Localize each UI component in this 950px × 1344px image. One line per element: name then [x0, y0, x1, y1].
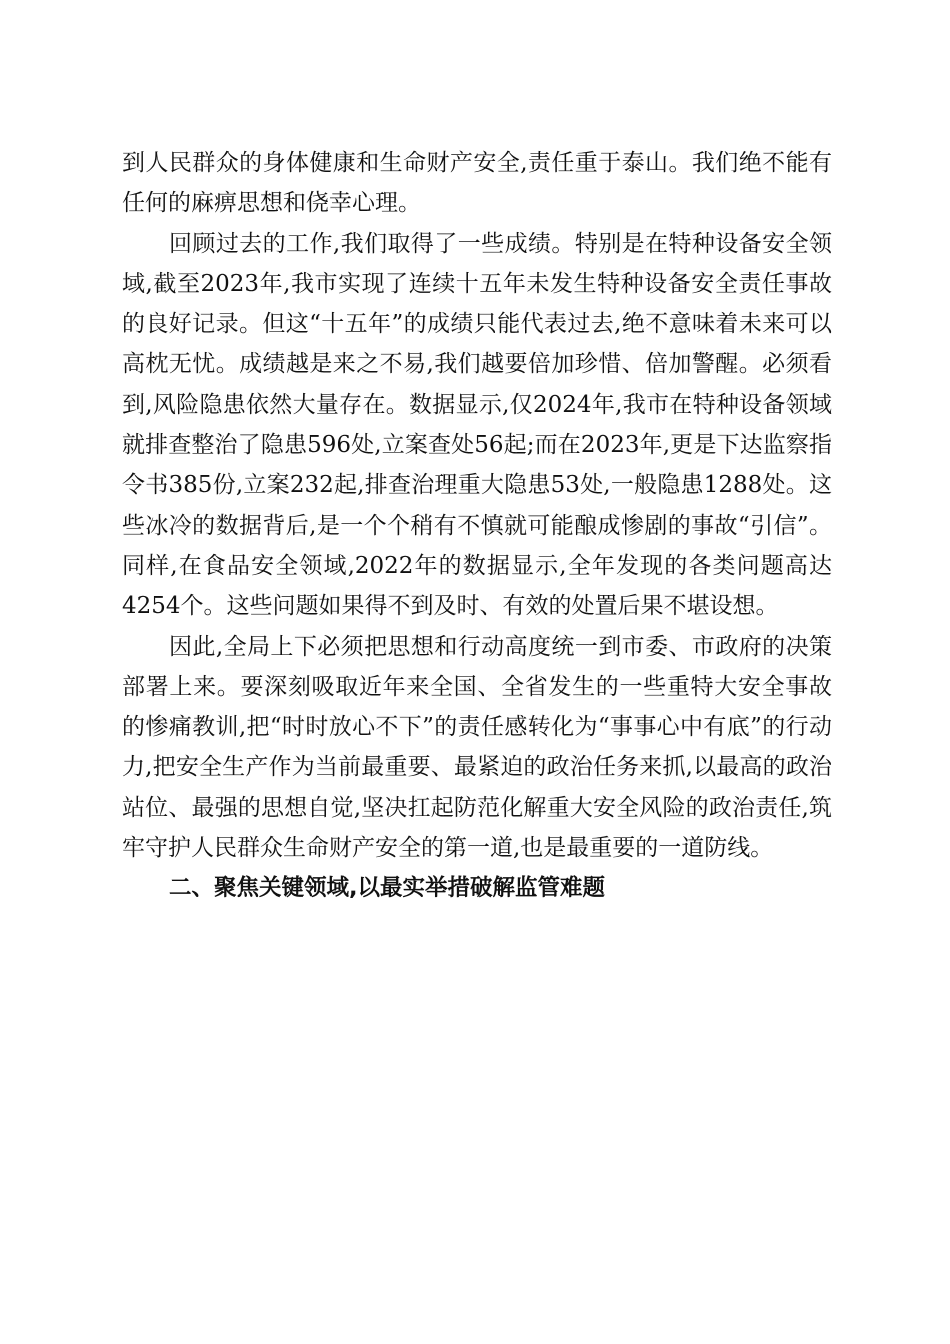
document-body [122, 143, 832, 909]
section-heading: 二、聚焦关键领域,以最实举措破解监管难题 [169, 875, 606, 902]
paragraph-achievements: 回顾过去的工作,我们取得了一些成绩。特别是在特种设备安全领域,截至2023年,我市实现了连续十五年未发生特种设备安全责任事故的良好记录。但这“十五年”的成绩只能代表过去,绝不意味着未来可以高枕无忧。成绩越是来之不易,我们越要倍加珍惜、倍加警醒。必须看到,风险隐患依然大量存在。数据显示,仅2024年,我市在特种设备领域就排查整治了隐患596处,立案查处56起;而在2023年,更是下达监察指令书385份,立案232起,排查治理重大隐患53处,一般隐患1288处。这些冰冷的数据背后,是一个个稍有不慎就可能酿成惨剧的事故“引信”。同样,在食品安全领域,2022年的数据显示,全年发现的各类问题高达4254个。这些问题如果得不到及时、有效的处置后果不堪设想。 [122, 230, 832, 620]
paragraph-responsibility: 因此,全局上下必须把思想和行动高度统一到市委、市政府的决策部署上来。要深刻吸取近年来全国、全省发生的一些重特大安全事故的惨痛教训,把“时时放心不下”的责任感转化为“事事心中有底”的行动力,把安全生产作为当前最重要、最紧迫的政治任务来抓,以最高的政治站位、最强的思想自觉,坚决扛起防范化解重大安全风险的政治责任,筑牢守护人民群众生命财产安全的第一道,也是最重要的一道防线。 [122, 633, 832, 862]
paragraph-continuation: 到人民群众的身体健康和生命财产安全,责任重于泰山。我们绝不能有任何的麻痹思想和侥幸心理。 [122, 150, 832, 217]
